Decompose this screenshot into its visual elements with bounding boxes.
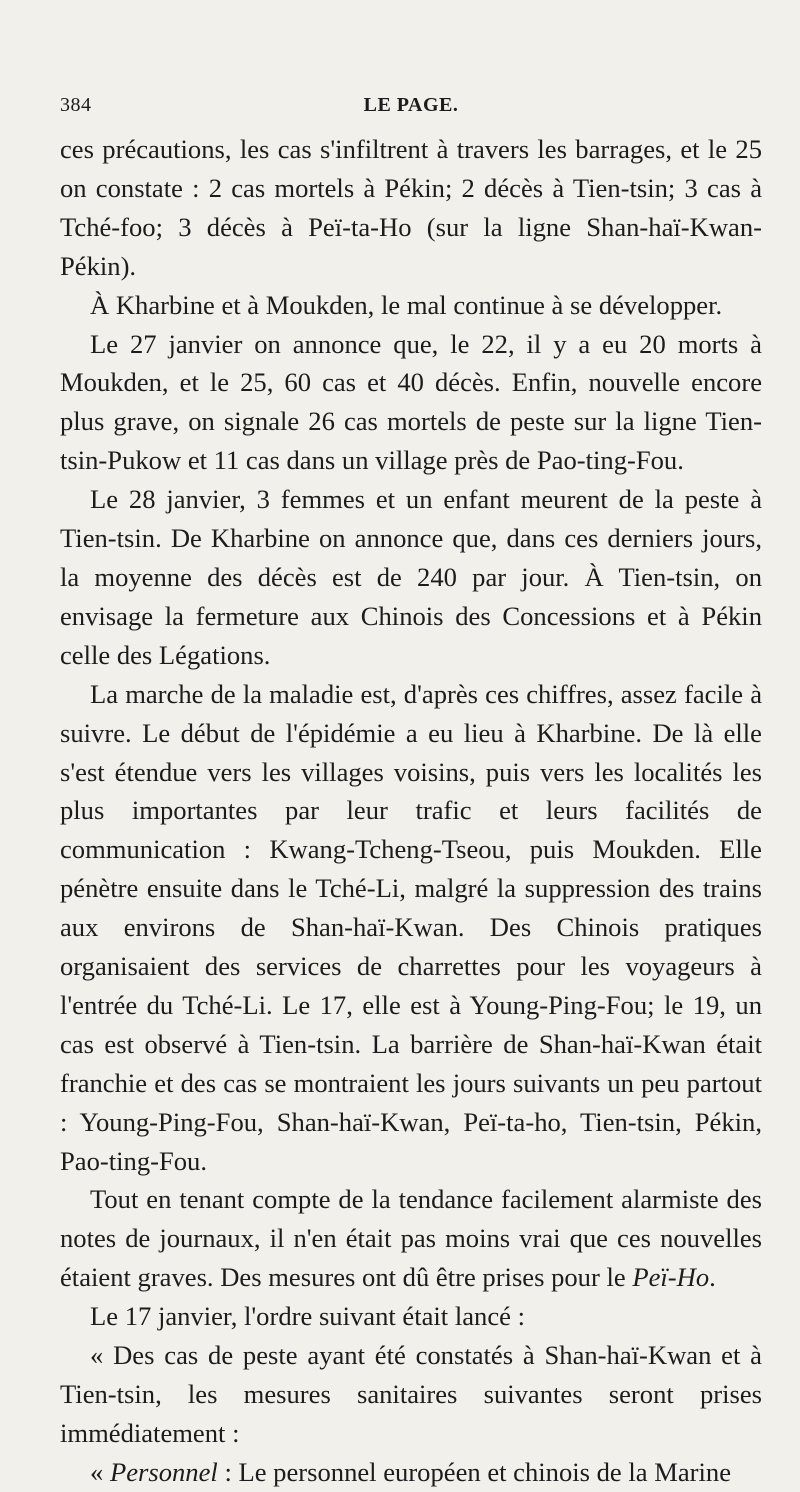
paragraph-2: À Kharbine et à Moukden, le mal continue à se développer. [90,289,723,320]
paragraph-9-open: « [90,1456,110,1487]
paragraph-5: La marche de la maladie est, d'après ces chiffres, assez facile à suivre. Le début de l'épidémie a eu lieu à Kharbine. De là elle s'est étendue vers les villages voisins, puis vers les localités les plus importantes par leur trafic et leurs facilités de communication : Kwang-Tcheng-Tseou, puis Moukden. Elle pénètre ensuite dans le Tché-Li, malgré la suppression des trains aux environs de Shan-haï-Kwan. Des Chinois pratiques organisaient des services de charrettes pour les voyageurs à l'entrée du Tché-Li. Le 17, elle est à Young-Ping-Fou; le 19, un cas est observé à Tien-tsin. La barrière de Shan-haï-Kwan était franchie et des cas se montraient les jours suivants un peu partout : Young-Ping-Fou, Shan-haï-Kwan, Peï-ta-ho, Tien-tsin, Pékin, Pao-ting-Fou. [60,678,762,1176]
paragraph-9-italic: Personnel [109,1456,218,1487]
paragraph-1: ces précautions, les cas s'infiltrent à travers les barrages, et le 25 on constate : 2 cas mortels à Pékin; 2 décès à Tien-tsin; 3 cas à Tché-foo; 3 décès à Peï-ta-Ho (sur la ligne Shan-haï-Kwan-Pékin). [60,134,762,281]
paragraph-8: « Des cas de peste ayant été constatés à Shan-haï-Kwan et à Tien-tsin, les mesures sanitaires suivantes seront prises immédiatement : [60,1340,762,1448]
paragraph-6 [60,1180,762,1297]
page-number: 384 [60,94,92,116]
running-title: LE PAGE. [363,94,459,116]
paragraph-3: Le 27 janvier on annonce que, le 22, il y a eu 20 morts à Moukden, et le 25, 60 cas et 40 décès. Enfin, nouvelle encore plus grave, on signale 26 cas mortels de peste sur la ligne Tien-tsin-Pukow et 11 cas dans un village près de Pao-ting-Fou. [60,328,762,476]
paragraph-9-text: : Le personnel européen et chinois de la Marine [217,1456,732,1487]
paragraph-7: Le 17 janvier, l'ordre suivant était lancé : [90,1301,525,1332]
body-text [60,130,762,1492]
paragraph-6-italic: Peï-Ho [632,1262,710,1293]
paragraph-6-end: . [709,1262,716,1293]
paragraph-6-text: Tout en tenant compte de la tendance facilement alarmiste des notes de journaux, il n'en était pas moins vrai que ces nouvelles étaient graves. Des mesures ont dû être prises pour le [60,1184,762,1293]
paragraph-4: Le 28 janvier, 3 femmes et un enfant meurent de la peste à Tien-tsin. De Kharbine on annonce que, dans ces derniers jours, la moyenne des décès est de 240 par jour. À Tien-tsin, on envisage la fermeture aux Chinois des Concessions et à Pékin celle des Légations. [60,484,762,670]
page-header [60,84,762,124]
paragraph-9 [60,1453,762,1492]
